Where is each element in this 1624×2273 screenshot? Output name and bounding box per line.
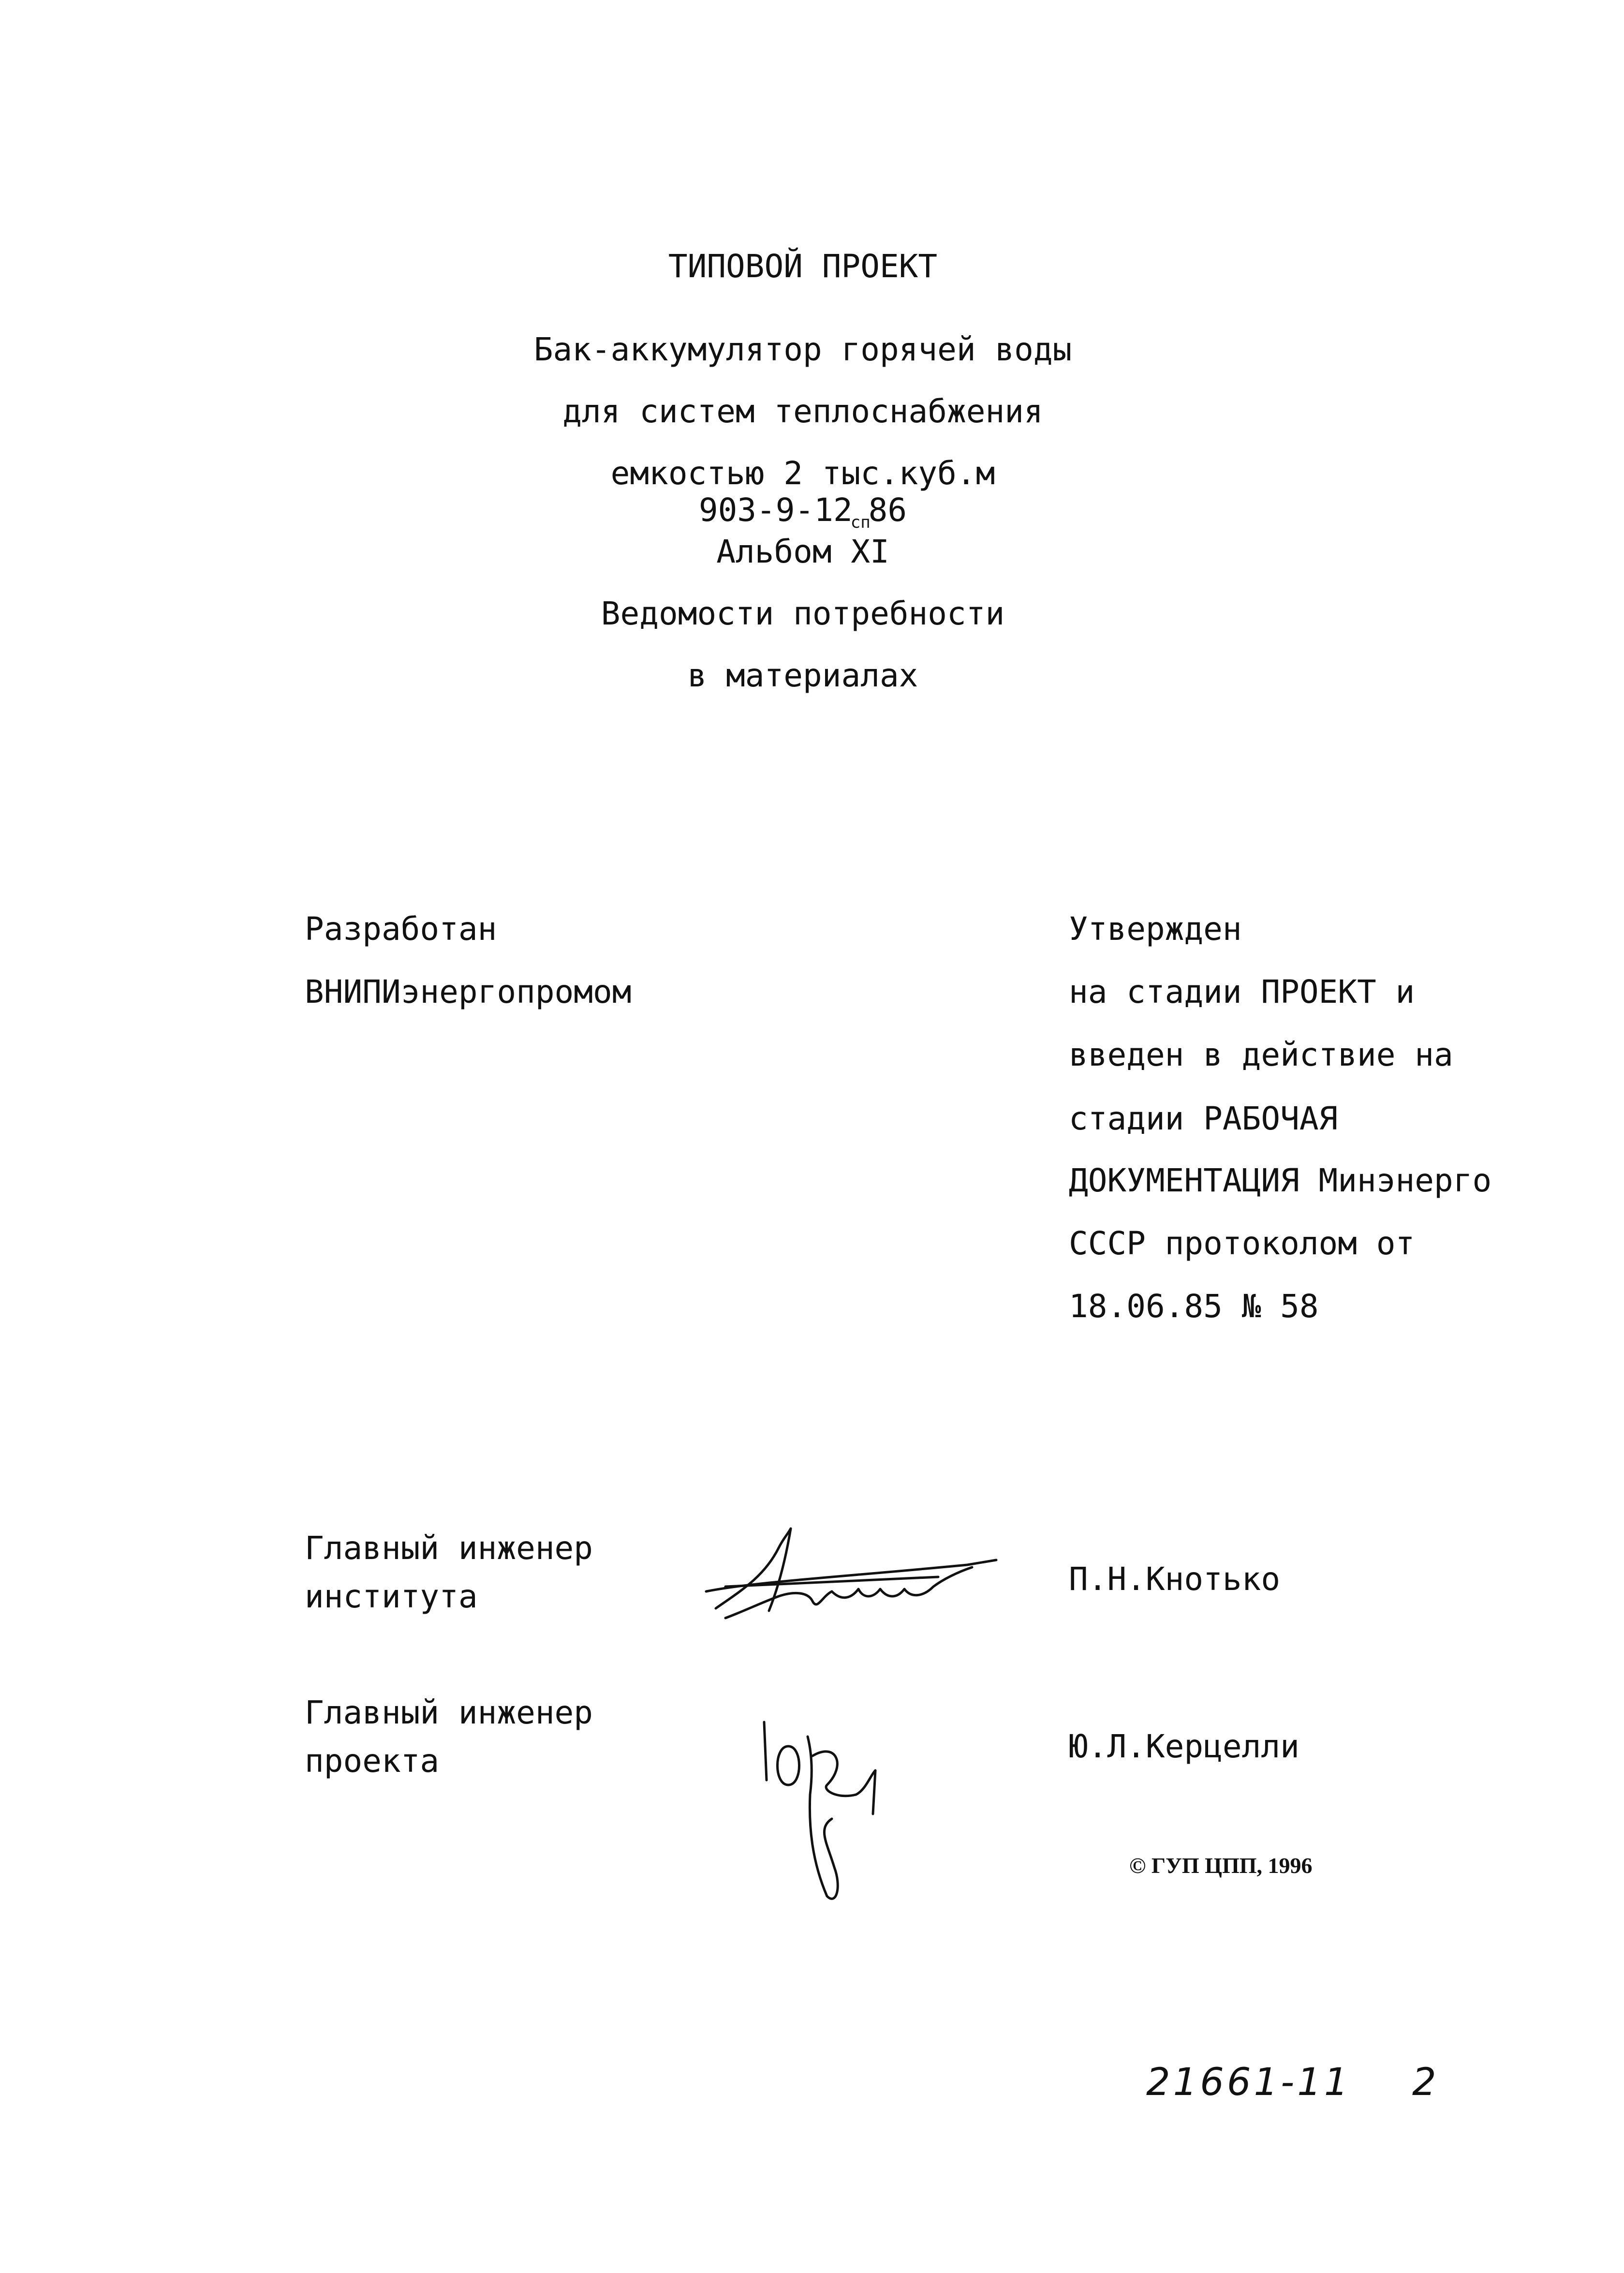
signer-role-line2: проекта (305, 1742, 440, 1780)
title-line-6: в материалах (687, 657, 918, 694)
signature-chief-engineer-institute (696, 1519, 1006, 1630)
approved-line: стадии РАБОЧАЯ (1069, 1100, 1338, 1137)
signer-role-line1: Главный инженер (305, 1694, 593, 1731)
approved-line: Утвержден (1069, 910, 1242, 948)
project-code-sub: сп (850, 513, 871, 532)
copyright-notice: © ГУП ЦПП, 1996 (1129, 1853, 1313, 1878)
developed-by: ВНИПИэнергопромом (305, 973, 632, 1010)
signer-role-line2: института (305, 1578, 478, 1615)
doc-type-heading: ТИПОВОЙ ПРОЕКТ (668, 248, 938, 285)
approved-line: ДОКУМЕНТАЦИЯ Минэнерго (1069, 1162, 1492, 1199)
approved-line: на стадии ПРОЕКТ и (1069, 973, 1415, 1010)
page-number: 2 (1412, 2061, 1439, 2104)
project-code-main: 903-9-12 (698, 491, 853, 529)
signer-name: П.Н.Кнотько (1069, 1560, 1281, 1598)
document-number: 21661-11 (1146, 2061, 1351, 2104)
album-label: Альбом XI (716, 533, 889, 570)
approved-line: введен в действие на (1069, 1036, 1453, 1073)
developed-label: Разработан (305, 910, 497, 948)
title-line-4: емкостью 2 тыс.куб.м (610, 455, 995, 492)
signer-role-line1: Главный инженер (305, 1530, 593, 1567)
approved-date: 18.06.85 № 58 (1069, 1288, 1319, 1325)
project-code-year: 86 (868, 491, 907, 529)
title-line-5: Ведомости потребности (601, 595, 1005, 632)
signer-name: Ю.Л.Керцелли (1069, 1728, 1299, 1765)
project-code (698, 491, 907, 532)
approved-line: СССР протоколом от (1069, 1225, 1415, 1262)
title-line-3: для систем теплоснабжения (562, 393, 1043, 430)
title-line-2: Бак-аккумулятор горячей воды (533, 331, 1072, 368)
signature-chief-engineer-project (754, 1703, 900, 1906)
